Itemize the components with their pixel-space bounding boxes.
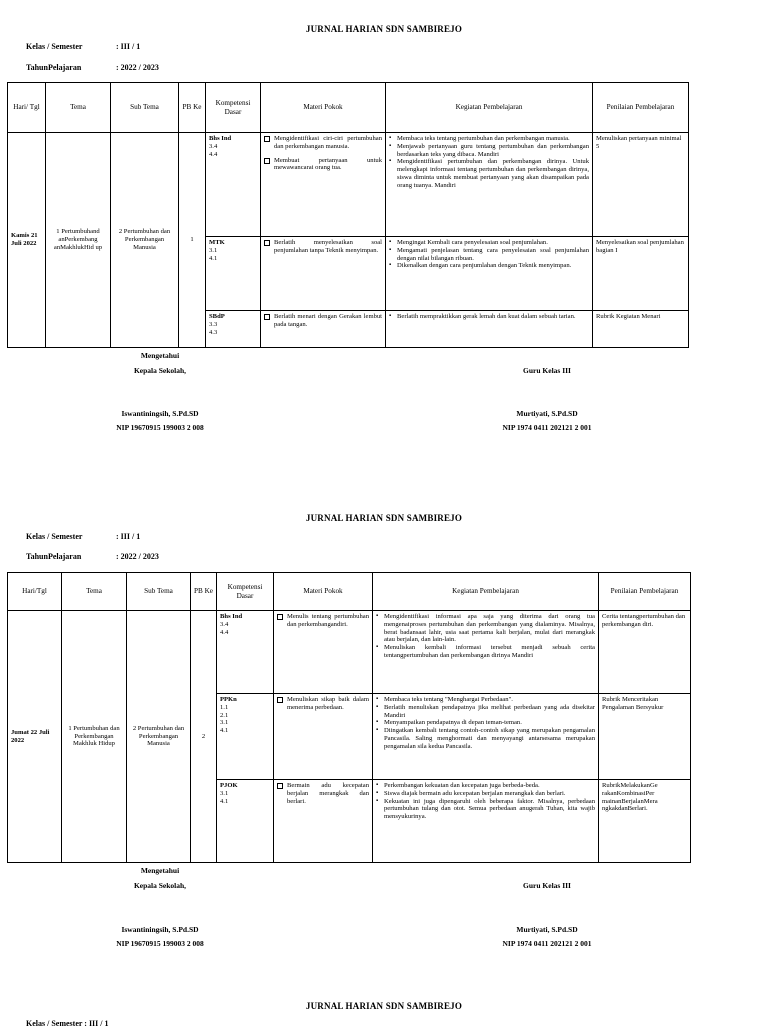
materi-item (277, 696, 369, 712)
kd-codes: 3.4 4.4 (220, 620, 229, 636)
materi-text: Menulis tentang pertumbuhan dan perkembangandiri. (287, 613, 369, 628)
header-materi: Materi Pokok (261, 83, 386, 133)
kd-codes: 3.1 4.1 (209, 246, 218, 262)
kd-name: PPKn (220, 696, 237, 703)
header-kegiatan: Kegiatan Pembelajaran (373, 573, 599, 611)
header-hari: Hari/Tgl (8, 573, 62, 611)
kelas-label: Kelas / Semester (26, 532, 83, 541)
kegiatan-cell (373, 780, 599, 863)
checkbox-icon (264, 136, 270, 142)
kd-cell (206, 237, 261, 311)
kegiatan-item: ▪ Kekuatan ini juga dipengaruhi oleh beberapa faktor. Misalnya, perbedaan pertumbuhan tulang dan otot. Semua perbedaan anugerah Tuhan, kita wajib mensyukurinya. (384, 798, 595, 821)
tahun-label: TahunPelajaran (26, 63, 82, 72)
kd-codes: 3.4 4.4 (209, 142, 218, 158)
header-pb: PB Ke (191, 573, 217, 611)
guru-title: Guru Kelas III (523, 881, 571, 890)
penilaian-cell: Menuliskan pertanyaan minimal 5 (593, 133, 689, 237)
kelas-value: : III / 1 (116, 532, 141, 541)
penilaian-cell: Rubrik Menceritakan Pengalaman Bersyukur (599, 694, 691, 780)
header-penilaian: Penilaian Pembelajaran (599, 573, 691, 611)
tahun-value: : 2022 / 2023 (116, 552, 159, 561)
kepala-name: Iswantiningsih, S.Pd.SD (121, 409, 199, 418)
guru-nip: NIP 1974 0411 202121 2 001 (502, 423, 592, 432)
tema-cell: 1 Pertumbuhand anPerkembang anMakhlukHid up (46, 133, 111, 348)
checkbox-icon (264, 314, 270, 320)
mengetahui-label: Mengetahui (140, 351, 180, 360)
penilaian-cell: Cerita tentangpertumbuhan dan perkembangan diri. (599, 611, 691, 694)
materi-text: Mengidentifikasi ciri-ciri pertumbuhan dan perkembangan manusia. (274, 135, 382, 150)
guru-title: Guru Kelas III (523, 366, 571, 375)
kegiatan-item: ▪ Membaca teks tentang pertumbuhan dan perkembangan manusia. (397, 135, 589, 143)
checkbox-icon (264, 240, 270, 246)
kegiatan-cell (386, 311, 593, 348)
kd-cell (206, 311, 261, 348)
kegiatan-item: ▪ Menuliskan kembali informasi tersebut menjadi sebuah cerita tentangpertumbuhan dan perkembangan dirinya Mandiri (384, 644, 595, 660)
kegiatan-item: ▪ Mengamati penjelasan tentang cara penyelesaian soal penjumlahan dengan nilai bilangan ribuan. (397, 247, 589, 263)
kegiatan-item: ▪ Membaca teks tentang "Menghargai Perbedaan". (384, 696, 595, 704)
materi-item (264, 135, 382, 151)
kepala-name: Iswantiningsih, S.Pd.SD (121, 925, 199, 934)
materi-item (264, 313, 382, 329)
kegiatan-item: ▪ Mengidentifikasi pertumbuhan dan perkembangan dirinya. Untuk melengkapi informasi tentang pertumbuhan dan perkembangan dirinya, siswa diminta untuk membuat pertanyaan yang akan disampaikan pada orang tuanya. Mandiri (397, 158, 589, 189)
header-kd: Kompetensi Dasar (217, 573, 274, 611)
kd-codes: 1.1 2.1 3.1 4.1 (220, 703, 229, 735)
header-subtema: Sub Tema (111, 83, 179, 133)
header-materi: Materi Pokok (274, 573, 373, 611)
penilaian-cell: Rubrik Kegiatan Menari (593, 311, 689, 348)
materi-text: Berlatih menari dengan Gerakan lembut pada tangan. (274, 313, 382, 328)
header-kegiatan: Kegiatan Pembelajaran (386, 83, 593, 133)
journal-title: JURNAL HARIAN SDN SAMBIREJO (305, 513, 463, 523)
mengetahui-label: Mengetahui (140, 866, 180, 875)
checkbox-icon (277, 783, 283, 789)
header-tema: Tema (46, 83, 111, 133)
kd-codes: 3.3 4.3 (209, 320, 218, 336)
kelas-row-partial: Kelas / Semester : III / 1 (26, 1019, 109, 1028)
journal-table-1 (7, 82, 689, 348)
kepala-nip: NIP 19670915 199003 2 008 (116, 423, 204, 432)
kegiatan-item: ▪ Dikenalkan dengan cara penjumlahan dengan Teknik menyimpan. (397, 262, 589, 270)
materi-item (277, 613, 369, 629)
kd-name: MTK (209, 239, 225, 246)
tema-cell: 1 Pertumbuhan dan Perkembangan Makhluk Hidup (62, 611, 127, 863)
header-penilaian: Penilaian Pembelajaran (593, 83, 689, 133)
header-tema: Tema (62, 573, 127, 611)
kepala-title: Kepala Sekolah, (133, 881, 187, 890)
materi-text: Berlatih menyelesaikan soal penjumlahan tanpa Teknik menyimpan. (274, 239, 382, 254)
journal-title: JURNAL HARIAN SDN SAMBIREJO (305, 24, 463, 34)
pb-cell: 2 (191, 611, 217, 863)
checkbox-icon (264, 158, 270, 164)
kegiatan-item: ▪ Berlatih menuliskan pendapatnya jika melihat perbedaan yang ada disekitar Mandiri (384, 704, 595, 720)
pb-cell: 1 (179, 133, 206, 348)
hari-cell: Jumat 22 Juli 2022 (8, 611, 62, 863)
penilaian-cell: RubrikMelakukanGe rakanKombinasiPer mainanBerjalanMera ngkakdanBerlari. (599, 780, 691, 863)
kegiatan-item: ▪ Menyampaikan pendapatnya di depan teman-teman. (384, 719, 595, 727)
materi-text: Membuat pertanyaan untuk mewawancarai orang tua. (274, 156, 382, 172)
kelas-label: Kelas / Semester (26, 42, 83, 51)
kd-name: Bhs Ind (220, 613, 243, 620)
kegiatan-item: ▪ Siswa diajak bermain adu kecepatan berjalan merangkak dan berlari. (384, 790, 595, 798)
kegiatan-item: ▪ Mengingat Kembali cara penyelesaian soal penjumlahan. (397, 239, 589, 247)
kegiatan-cell (386, 133, 593, 237)
guru-name: Murtiyati, S.Pd.SD (516, 925, 578, 934)
materi-cell (261, 311, 386, 348)
kegiatan-item: ▪ Perkembangan kekuatan dan kecepatan juga berbeda-beda. (384, 782, 595, 790)
materi-text: Menuliskan sikap baik dalam menerima perbedaan. (287, 696, 369, 711)
kegiatan-cell (386, 237, 593, 311)
header-pb: PB Ke (179, 83, 206, 133)
kd-cell (217, 694, 274, 780)
kd-name: PJOK (220, 782, 238, 789)
materi-cell (274, 694, 373, 780)
materi-cell (261, 237, 386, 311)
tahun-label: TahunPelajaran (26, 552, 82, 561)
checkbox-icon (277, 697, 283, 703)
kd-cell (206, 133, 261, 237)
guru-name: Murtiyati, S.Pd.SD (516, 409, 578, 418)
header-hari: Hari/ Tgl (8, 83, 46, 133)
kegiatan-item: ▪ Berlatih mempraktikkan gerak lemah dan kuat dalam sebuah tarian. (397, 313, 589, 321)
subtema-cell: 2 Pertumbuhan dan Perkembangan Manusia (127, 611, 191, 863)
materi-item (277, 782, 369, 805)
materi-cell (274, 611, 373, 694)
subtema-cell: 2 Pertumbuhan dan Perkembangan Manusia (111, 133, 179, 348)
header-subtema: Sub Tema (127, 573, 191, 611)
journal-table-2 (7, 572, 691, 863)
materi-cell (261, 133, 386, 237)
penilaian-cell: Menyelesaikan soal penjumlahan bagian I (593, 237, 689, 311)
kd-name: Bhs Ind (209, 135, 232, 142)
kegiatan-item: ▪ Mengidentifikasi informasi apa saja yang diterima dari orang tua mengenaiproses pertumbuhan dan perkembangan yang dialaminya. Misalnya, berat badansaat lahir, usia saat pertama kali berjalan, mulai dari merangkak atau berjalan, dan lain-lain. (384, 613, 595, 644)
kegiatan-item: ▪ Menjawab pertanyaan guru tentang pertumbuhan dan perkembangan berdasarkan teks yang dibaca. Mandiri (397, 143, 589, 159)
kegiatan-item: ▪ Diingatkan kembali tentang contoh-contoh sikap yang merupakan pengamalan Pancasila. Saling menghormati dan menyayangi antarsesama merupakan pengamalan sila kedua Pancasila. (384, 727, 595, 750)
header-kd: Kompetensi Dasar (206, 83, 261, 133)
tahun-value: : 2022 / 2023 (116, 63, 159, 72)
kepala-title: Kepala Sekolah, (133, 366, 187, 375)
guru-nip: NIP 1974 0411 202121 2 001 (502, 939, 592, 948)
materi-item (264, 157, 382, 173)
kd-codes: 3.1 4.1 (220, 789, 229, 805)
materi-text: Bermain adu kecepatan berjalan merangkak dan berlari. (287, 782, 369, 805)
kd-cell (217, 611, 274, 694)
hari-cell: Kamis 21 Juli 2022 (8, 133, 46, 348)
kegiatan-cell (373, 611, 599, 694)
materi-item (264, 239, 382, 255)
journal-title: JURNAL HARIAN SDN SAMBIREJO (305, 1001, 463, 1011)
kepala-nip: NIP 19670915 199003 2 008 (116, 939, 204, 948)
materi-cell (274, 780, 373, 863)
kd-name: SBdP (209, 313, 225, 320)
kegiatan-cell (373, 694, 599, 780)
checkbox-icon (277, 614, 283, 620)
kd-cell (217, 780, 274, 863)
kelas-value: : III / 1 (116, 42, 141, 51)
